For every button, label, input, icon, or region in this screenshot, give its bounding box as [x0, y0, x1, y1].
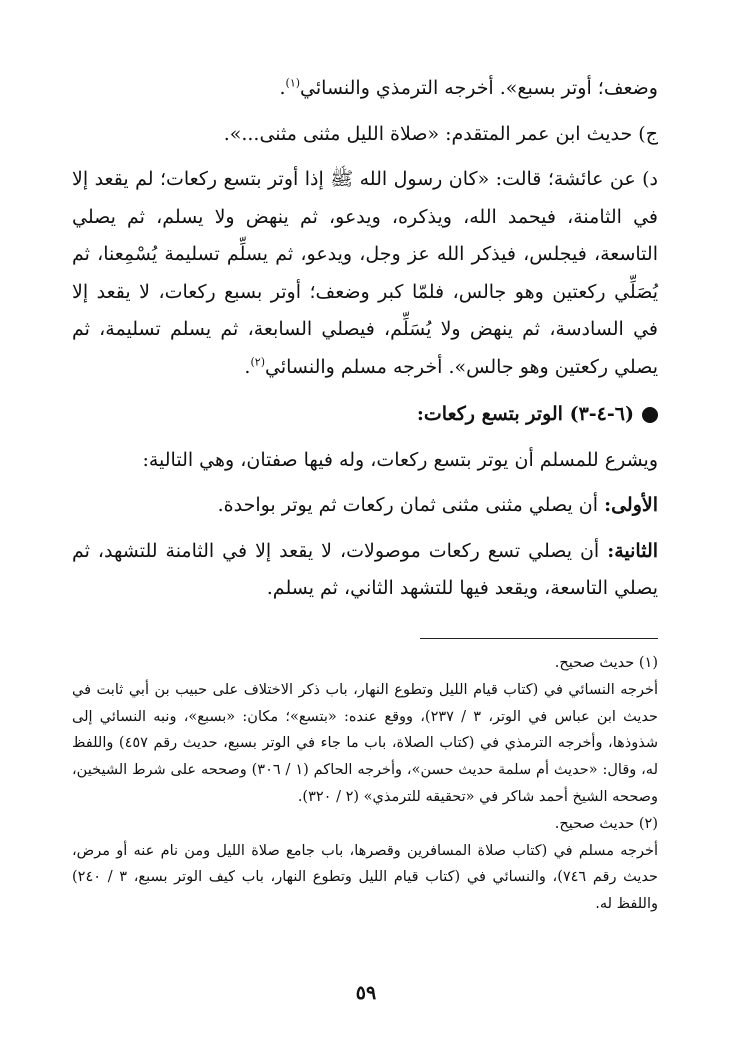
paragraph-3-text: د) عن عائشة؛ قالت: «كان رسول الله ﷺ إذا أوتر بتسع ركعات؛ لم يقعد إلا في الثامنة، فيحمد الله، ويذكره، ويدعو، ثم ينهض ولا يسلم، ثم يصلي التاسعة، فيجلس، فيذكر الله عز وجل، ويدعو، ثم يسلِّم تسليمة يُسْمِعنا، ثم يُصَلِّي ركعتين وهو جالس، فلمّا كبر وضعف؛ أوتر بسبع ركعات، لا يقعد إلا في السادسة، ثم ينهض ولا يُسَلِّم، فيصلي السابعة، ثم يسلم تسليمة، ثم يصلي ركعتين وهو جالس». أخرجه مسلم والنسائي [72, 168, 658, 378]
paragraph-2-text: ج) حديث ابن عمر المتقدم: «صلاة الليل مثنى مثنى...». [223, 122, 658, 145]
footnote-ref-2: (٢) [250, 355, 265, 369]
footnotes [72, 650, 658, 918]
page-number: ٥٩ [355, 982, 377, 1004]
footnote-1-text: أخرجه النسائي في (كتاب قيام الليل وتطوع النهار، باب ذكر الاختلاف على حبيب بن أبي ثابت في حديث ابن عباس في الوتر، ٣ / ٢٣٧)، ووقع عنده: «بتسع»؛ مكان: «بسبع»، ونبه النسائي إلى شذوذها، وأخرجه الترمذي في (كتاب الصلاة، باب ما جاء في الوتر بسبع، حديث رقم ٤٥٧) واللفظ له، وقال: «حديث أم سلمة حديث حسن»، وأخرجه الحاكم (١ / ٣٠٦) وصححه على شرط الشيخين، وصححه الشيخ أحمد شاكر في «تحقيقه للترمذي» (٢ / ٣٢٠). [72, 681, 659, 805]
intro-paragraph [72, 442, 658, 480]
footnote-divider [420, 638, 658, 639]
paragraph-1-text: وضعف؛ أوتر بسبع». أخرجه الترمذي والنسائي [300, 77, 658, 99]
footnote-2-text: أخرجه مسلم في (كتاب صلاة المسافرين وقصرها، باب جامع صلاة الليل ومن نام عنه أو مرض، حديث رقم ٧٤٦)، والنسائي في (كتاب قيام الليل وتطوع النهار، باب كيف الوتر بسبع، ٣ / ٢٤٠) واللفظ له. [72, 842, 659, 913]
first-method [72, 487, 658, 525]
main-text [72, 70, 658, 608]
first-method-text: أن يصلي مثنى مثنى ثمان ركعات ثم يوتر بواحدة. [217, 494, 599, 516]
second-method-text: أن يصلي تسع ركعات موصولات، لا يقعد إلا في الثامنة للتشهد، ثم يصلي التاسعة، ويقعد فيها للتشهد الثاني، ثم يسلم. [72, 539, 658, 599]
paragraph-1: وضعف؛ أوتر بسبع». أخرجه الترمذي والنسائي$^{(١)}$. [279, 76, 658, 99]
paragraph-3: د) عن عائشة؛ قالت: «كان رسول الله ﷺ إذا أوتر بتسع ركعات؛ لم يقعد إلا في الثامنة، فيحمد الله، ويذكره، ويدعو، ثم ينهض ولا يسلم، ثم يصلي التاسعة، فيجلس، فيذكر الله عز وجل، ويدعو، ثم يسلِّم تسليمة يُسْمِعنا، ثم يُصَلِّي ركعتين وهو جالس، فلمّا كبر وضعف؛ أوتر بسبع ركعات، لا يقعد إلا في السادسة، ثم ينهض ولا يُسَلِّم، فيصلي السابعة، ثم يسلم تسليمة، ثم يصلي ركعتين وهو جالس». أخرجه مسلم والنسائي$^{(٢)}$. [72, 168, 658, 378]
footnote-2-status: (٢) حديث صحيح. [554, 815, 658, 832]
footnote-ref-1: (١) [285, 76, 301, 90]
paragraph-2 [72, 116, 658, 154]
section-heading [72, 396, 658, 434]
section-heading-text: (٦-٤-٣) الوتر بتسع ركعات: [416, 403, 634, 425]
first-method-label: الأولى: [604, 494, 658, 516]
footnote-1-status: (١) حديث صحيح. [554, 655, 658, 671]
intro-text: ويشرع للمسلم أن يوتر بتسع ركعات، وله فيها صفتان، وهي التالية: [142, 448, 658, 471]
bullet-icon [642, 407, 658, 423]
second-method-label: الثانية: [607, 539, 659, 562]
second-method [72, 533, 658, 608]
